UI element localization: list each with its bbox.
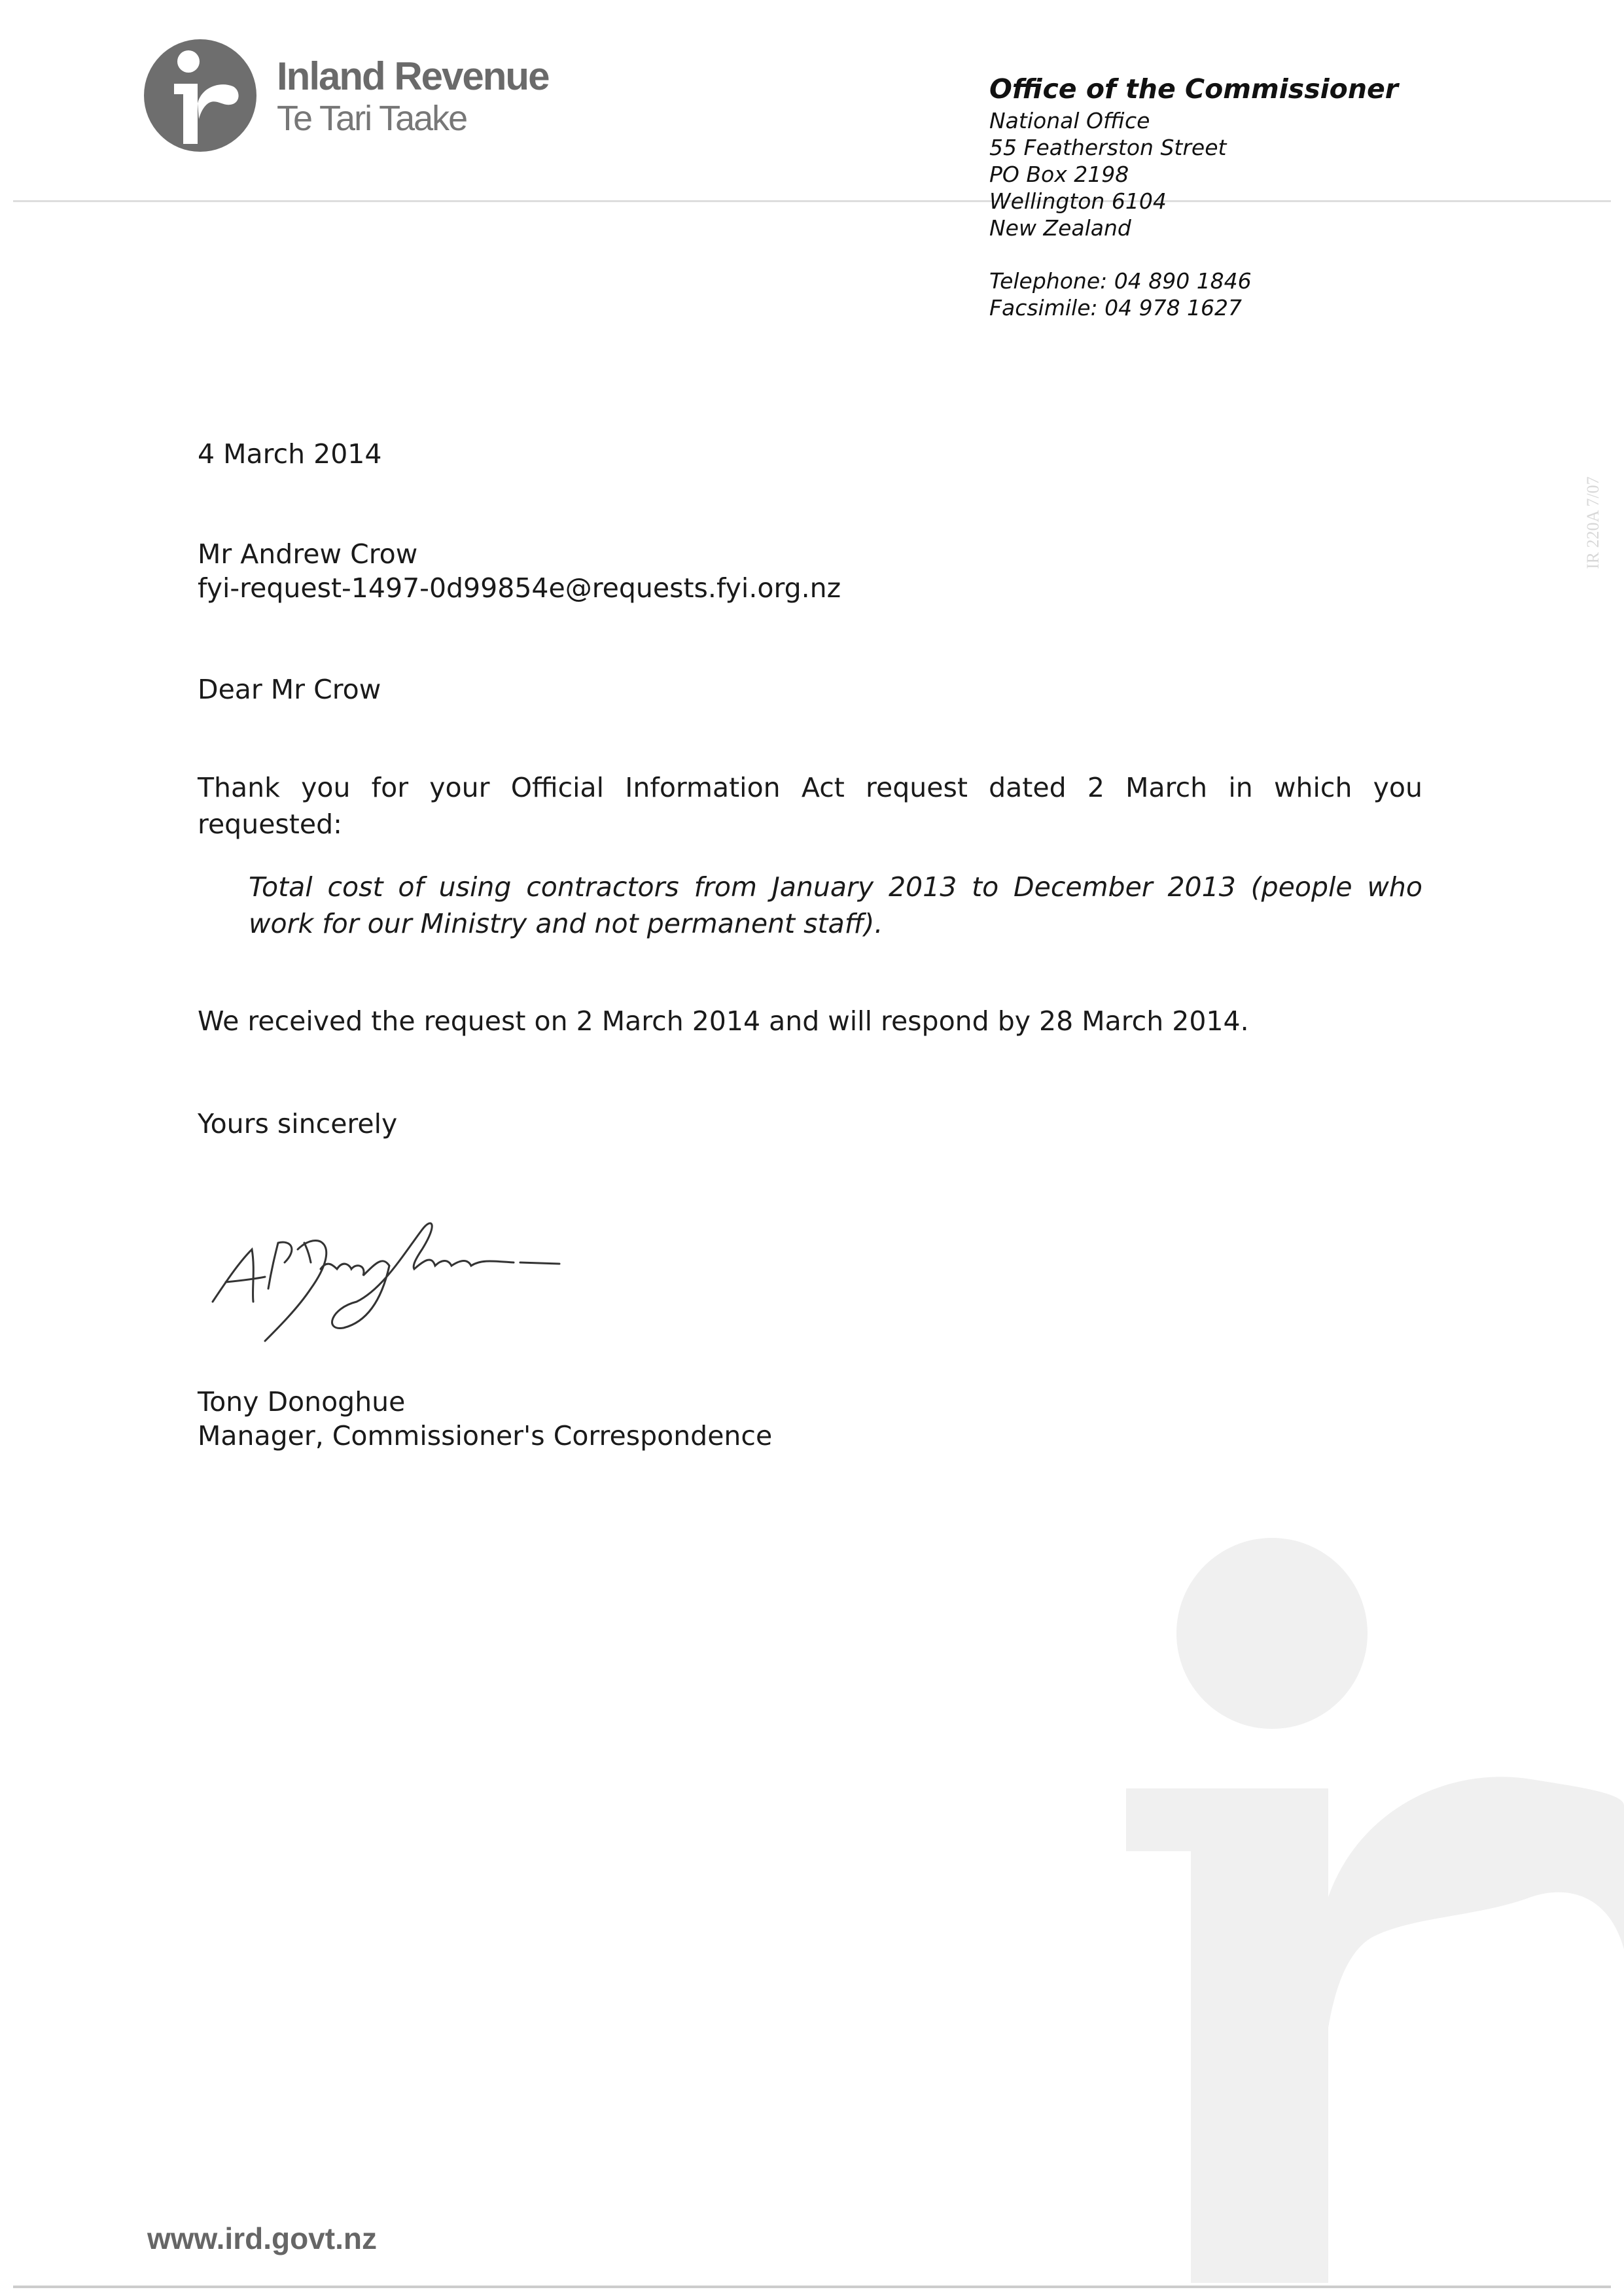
telephone: Telephone: 04 890 1846 [989, 268, 1252, 294]
paragraph-1 [198, 769, 1422, 843]
signer-name: Tony Donoghue [198, 1386, 406, 1418]
address-line: New Zealand [989, 215, 1131, 241]
org-name-maori: Te Tari Taake [277, 99, 467, 138]
letter-date: 4 March 2014 [198, 438, 382, 470]
ir-watermark-icon [1112, 1531, 1624, 2289]
paragraph-2: We received the request on 2 March 2014 and will respond by 28 March 2014. [198, 1005, 1249, 1037]
org-name: Inland Revenue [277, 54, 549, 98]
request-quote [249, 869, 1422, 942]
signer-title: Manager, Commissioner's Correspondence [198, 1420, 773, 1452]
signature-icon [206, 1204, 573, 1354]
paragraph-1-line-1: Thank you for your Official Information Act request dated 2 March in which you [198, 772, 1422, 803]
address-line: Wellington 6104 [989, 188, 1167, 214]
address-line: National Office [989, 108, 1150, 133]
salutation: Dear Mr Crow [198, 674, 381, 705]
paragraph-1-line-2: requested: [198, 809, 342, 840]
website-link[interactable]: www.ird.govt.nz [147, 2221, 377, 2255]
closing: Yours sincerely [198, 1108, 398, 1139]
address-line: 55 Featherston Street [989, 135, 1227, 160]
header-divider [13, 200, 1611, 202]
footer-divider [13, 2286, 1611, 2288]
office-title: Office of the Commissioner [989, 73, 1399, 105]
quote-line-1: Total cost of using contractors from January 2013 to December 2013 (people who [249, 871, 1422, 903]
form-code: IR 220A 7/07 [1583, 476, 1602, 569]
recipient-email: fyi-request-1497-0d99854e@requests.fyi.org.nz [198, 572, 841, 604]
address-line: PO Box 2198 [989, 162, 1129, 187]
inland-revenue-logo-icon [143, 38, 258, 153]
facsimile: Facsimile: 04 978 1627 [989, 295, 1243, 321]
quote-line-2: work for our Ministry and not permanent staff). [249, 908, 883, 939]
recipient-name: Mr Andrew Crow [198, 538, 418, 570]
